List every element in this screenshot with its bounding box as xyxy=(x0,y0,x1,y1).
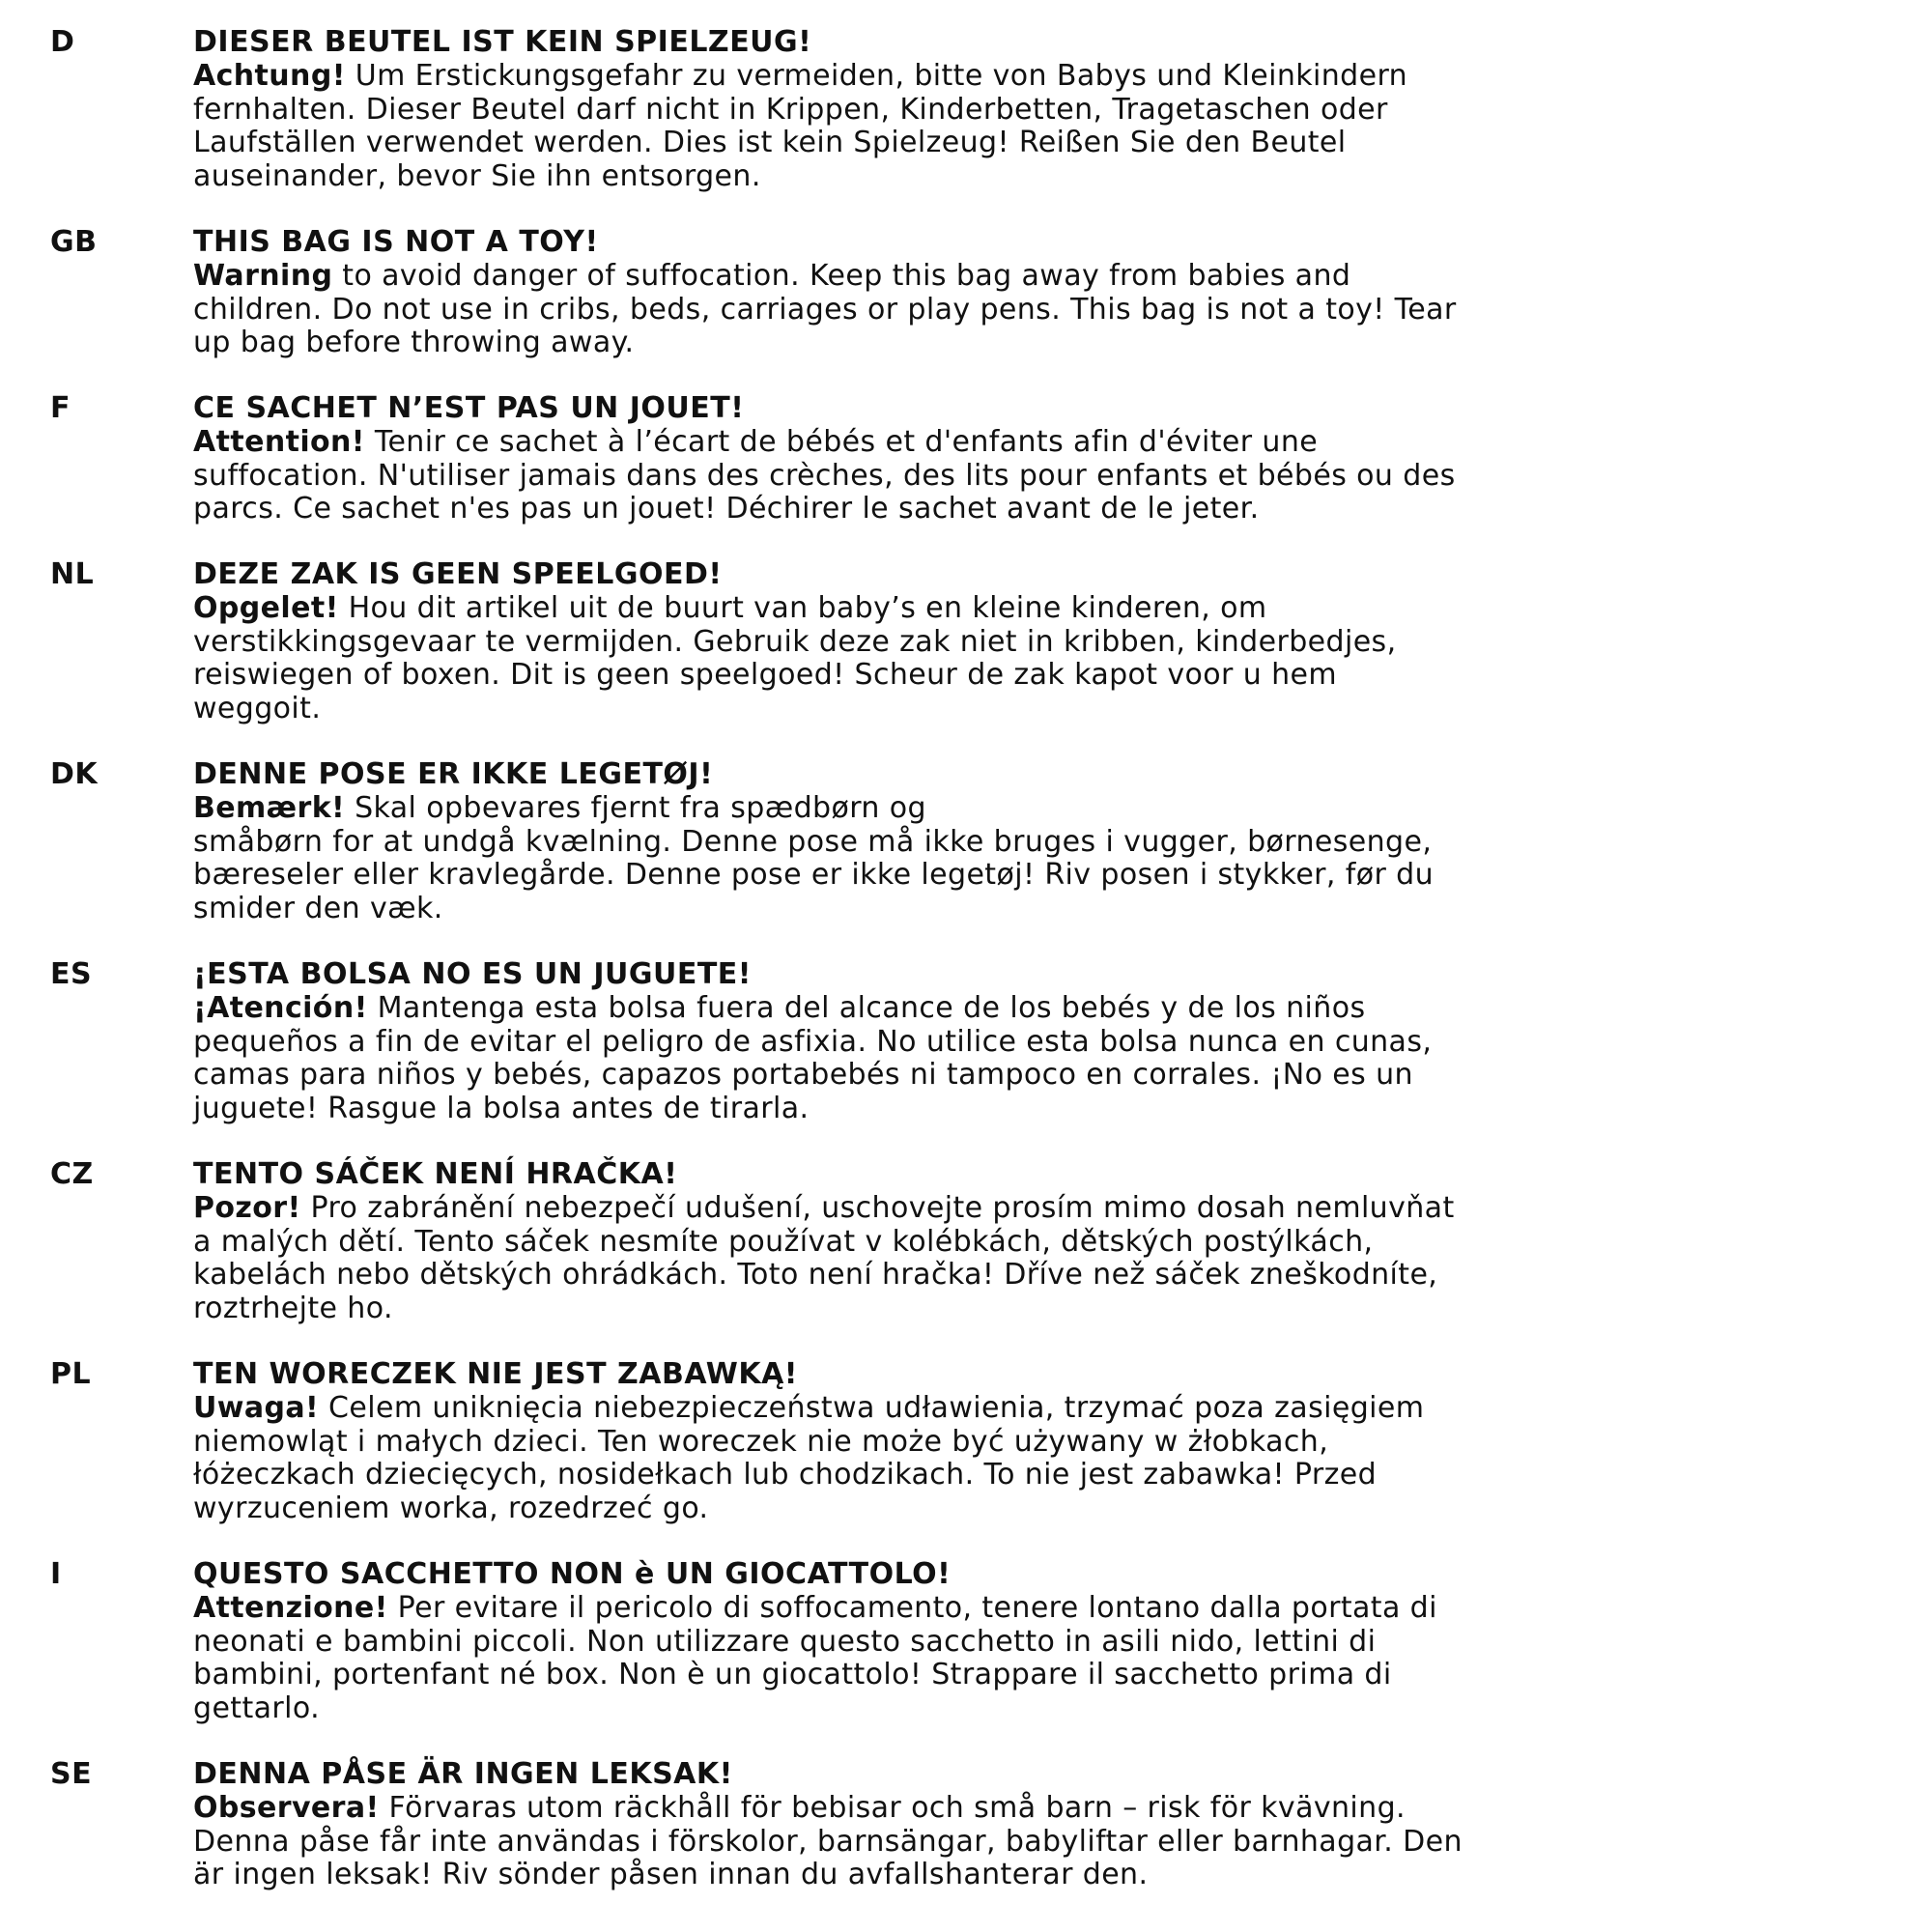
warning-lead: Uwaga! xyxy=(193,1391,320,1425)
section-title: DIESER BEUTEL IST KEIN SPIELZEUG! xyxy=(193,25,812,59)
warning-lead: Pozor! xyxy=(193,1191,301,1225)
body-line: wyrzuceniem worka, rozedrzeć go. xyxy=(193,1491,709,1525)
body-line: kabelách nebo dětských ohrádkách. Toto není hračka! Dříve než sáček zneškodníte, xyxy=(193,1258,1438,1292)
section-content xyxy=(193,1557,1893,1725)
body-line: bæreseler eller kravlegårde. Denne pose er ikke legetøj! Riv posen i stykker, før du xyxy=(193,858,1435,892)
section-content xyxy=(193,757,1893,925)
body-line: gettarlo. xyxy=(193,1690,321,1725)
body-line: auseinander, bevor Sie ihn entsorgen. xyxy=(193,158,761,193)
body-line xyxy=(193,1392,1893,1426)
warning-lead: Achtung! xyxy=(193,59,346,93)
warning-lead: Attention! xyxy=(193,425,365,459)
section-title: TEN WORECZEK NIE JEST ZABAWKĄ! xyxy=(193,1357,798,1391)
body-line xyxy=(193,260,1893,294)
section-content xyxy=(193,1157,1893,1325)
body-line: smider den væk. xyxy=(193,891,443,925)
body-text: Um Erstickungsgefahr zu vermeiden, bitte von Babys und Kleinkindern xyxy=(345,59,1408,93)
section-title: DENNE POSE ER IKKE LEGETØJ! xyxy=(193,757,714,791)
body-text: Hou dit artikel uit de buurt van baby’s en kleine kinderen, om xyxy=(338,591,1267,625)
body-text: to avoid danger of suffocation. Keep this bag away from babies and xyxy=(332,259,1351,293)
body-line: juguete! Rasgue la bolsa antes de tirarla. xyxy=(193,1091,810,1125)
body-line: roztrhejte ho. xyxy=(193,1291,393,1325)
warning-lead: Observera! xyxy=(193,1791,380,1825)
warning-lead: ¡Atención! xyxy=(193,991,368,1025)
body-text: Celem uniknięcia niebezpieczeństwa udławienia, trzymać poza zasięgiem xyxy=(319,1391,1425,1425)
section-content xyxy=(193,557,1893,725)
body-line: niemowląt i małych dzieci. Ten woreczek nie może być używany w żłobkach, xyxy=(193,1424,1329,1459)
body-line: Laufställen verwendet werden. Dies ist kein Spielzeug! Reißen Sie den Beutel xyxy=(193,126,1347,159)
language-code: ES xyxy=(50,957,93,991)
language-code: NL xyxy=(50,557,95,591)
body-line xyxy=(193,592,1893,626)
body-line: fernhalten. Dieser Beutel darf nicht in Krippen, Kinderbetten, Tragetaschen oder xyxy=(193,92,1388,127)
section-title: ¡ESTA BOLSA NO ES UN JUGUETE! xyxy=(193,957,752,991)
body-line: weggoit. xyxy=(193,691,322,725)
body-line: Denna påse får inte användas i förskolor, barnsängar, babyliftar eller barnhagar. Den xyxy=(193,1824,1463,1859)
body-line: är ingen leksak! Riv sönder påsen innan du avfallshanterar den. xyxy=(193,1858,1149,1891)
language-code: PL xyxy=(50,1357,92,1391)
warning-lead: Bemærk! xyxy=(193,791,346,825)
language-code: D xyxy=(50,25,75,59)
section-title: QUESTO SACCHETTO NON è UN GIOCATTOLO! xyxy=(193,1557,952,1591)
body-line: suffocation. N'utiliser jamais dans des crèches, des lits pour enfants et bébés ou des xyxy=(193,458,1456,493)
body-text: Pro zabránění nebezpečí udušení, uschovejte prosím mimo dosah nemluvňat xyxy=(300,1191,1455,1225)
section-content xyxy=(193,225,1893,360)
body-line: a malých dětí. Tento sáček nesmíte používat v kolébkách, dětských postýlkách, xyxy=(193,1224,1374,1259)
body-line xyxy=(193,1792,1893,1826)
language-code: GB xyxy=(50,225,98,259)
section-title: TENTO SÁČEK NENÍ HRAČKA! xyxy=(193,1157,678,1191)
section-title: THIS BAG IS NOT A TOY! xyxy=(193,225,599,259)
section-content xyxy=(193,1757,1893,1892)
body-line: children. Do not use in cribs, beds, carriages or play pens. This bag is not a toy! Tear xyxy=(193,292,1457,327)
body-text: Förvaras utom räckhåll för bebisar och små barn – risk för kvävning. xyxy=(379,1791,1406,1825)
section-content xyxy=(193,957,1893,1125)
language-code: I xyxy=(50,1557,62,1591)
language-code: SE xyxy=(50,1757,93,1791)
language-code: F xyxy=(50,391,71,425)
body-line: småbørn for at undgå kvælning. Denne pose må ikke bruges i vugger, børnesenge, xyxy=(193,824,1433,859)
section-content xyxy=(193,25,1893,193)
body-line: łóżeczkach dziecięcych, nosidełkach lub chodzikach. To nie jest zabawka! Przed xyxy=(193,1458,1378,1492)
body-line: camas para niños y bebés, capazos portabebés ni tampoco en corrales. ¡No es un xyxy=(193,1058,1413,1092)
language-code: CZ xyxy=(50,1157,94,1191)
body-text: Mantenga esta bolsa fuera del alcance de los bebés y de los niños xyxy=(367,991,1366,1025)
body-line: parcs. Ce sachet n'es pas un jouet! Déchirer le sachet avant de le jeter. xyxy=(193,492,1260,526)
section-title: DEZE ZAK IS GEEN SPEELGOED! xyxy=(193,557,723,591)
language-code: DK xyxy=(50,757,99,791)
body-text: Per evitare il pericolo di soffocamento, tenere lontano dalla portata di xyxy=(387,1591,1437,1625)
body-line xyxy=(193,1192,1893,1226)
warning-lead: Opgelet! xyxy=(193,591,339,625)
body-line: reiswiegen of boxen. Dit is geen speelgoed! Scheur de zak kapot voor u hem xyxy=(193,658,1337,692)
body-line xyxy=(193,992,1893,1026)
warning-lead: Attenzione! xyxy=(193,1591,388,1625)
body-line: up bag before throwing away. xyxy=(193,326,635,359)
warning-lead: Warning xyxy=(193,259,333,293)
section-content xyxy=(193,1357,1893,1525)
section-title: DENNA PÅSE ÄR INGEN LEKSAK! xyxy=(193,1757,733,1791)
body-line xyxy=(193,60,1893,94)
section-content xyxy=(193,391,1893,526)
body-text: Tenir ce sachet à l’écart de bébés et d'enfants afin d'éviter une xyxy=(364,425,1319,459)
body-line: neonati e bambini piccoli. Non utilizzare questo sacchetto in asili nido, lettini di xyxy=(193,1624,1377,1659)
body-line: pequeños a fin de evitar el peligro de asfixia. No utilice esta bolsa nunca en cunas, xyxy=(193,1024,1433,1059)
body-line: verstikkingsgevaar te vermijden. Gebruik deze zak niet in kribben, kinderbedjes, xyxy=(193,624,1397,659)
body-line xyxy=(193,426,1893,460)
body-line xyxy=(193,792,1893,826)
body-text: Skal opbevares fjernt fra spædbørn og xyxy=(345,791,926,825)
body-line xyxy=(193,1592,1893,1626)
body-line: bambini, portenfant né box. Non è un giocattolo! Strappare il sacchetto prima di xyxy=(193,1658,1392,1691)
section-title: CE SACHET N’EST PAS UN JOUET! xyxy=(193,391,745,425)
